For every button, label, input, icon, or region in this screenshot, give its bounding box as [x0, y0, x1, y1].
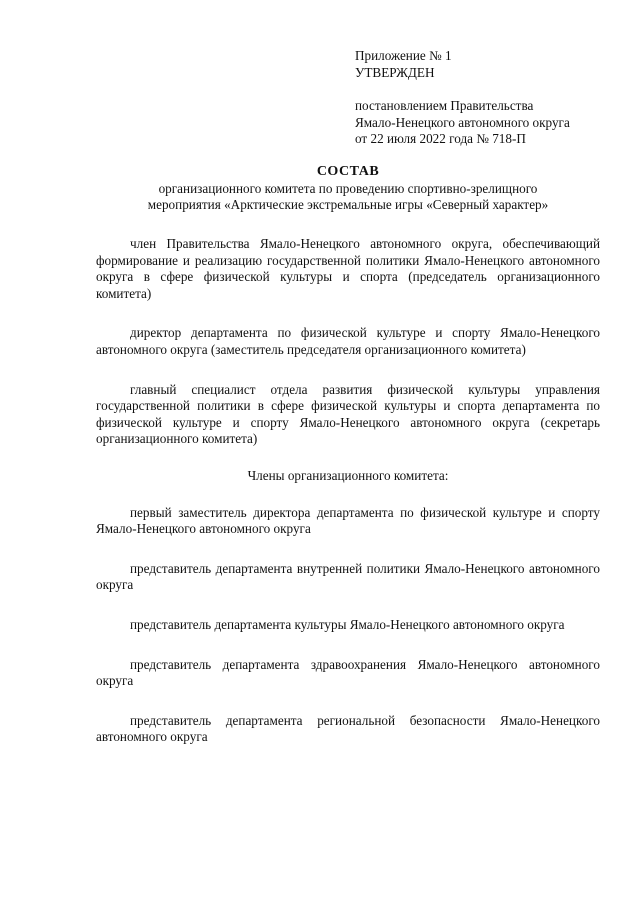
title-subtitle-line1: организационного комитета по проведению спортивно-зрелищного [158, 180, 538, 196]
member-entry: представитель департамента региональной безопасности Ямало-Ненецкого автономного округа [96, 712, 600, 745]
member-entry: представитель департамента внутренней политики Ямало-Ненецкого автономного округа [96, 560, 600, 593]
appendix-number: Приложение № 1 [355, 48, 452, 63]
resolution-label: постановлением Правительства [355, 98, 534, 114]
member-entry: представитель департамента культуры Ямало-Ненецкого автономного округа [130, 616, 565, 632]
approval-block [355, 48, 625, 148]
committee-composition [96, 236, 600, 746]
approved-label: УТВЕРЖДЕН [355, 64, 435, 80]
member-entry: первый заместитель директора департамента по физической культуре и спорту Ямало-Ненецкого автономного округа [96, 504, 600, 537]
title-subtitle-line2: мероприятия «Арктические экстремальные игры «Северный характер» [147, 197, 549, 213]
secretary-entry: главный специалист отдела развития физической культуры управления государственной политики в сфере физической культуры и спорта департамента по физической культуре и спорту Ямало-Ненецкого автономного округа (секретарь организационного комитета) [96, 381, 600, 447]
document-title [96, 164, 600, 214]
members-heading: Члены организационного комитета: [247, 467, 449, 483]
resolution-date-number: от 22 июля 2022 года № 718-П [355, 131, 526, 147]
deputy-chairman-entry: директор департамента по физической культуре и спорту Ямало-Ненецкого автономного округа (заместитель председателя организационного комитета) [96, 325, 600, 357]
title-main: СОСТАВ [316, 164, 380, 179]
chairman-entry: член Правительства Ямало-Ненецкого автономного округа, обеспечивающий формирование и реализацию государственной политики Ямало-Ненецкого автономного округа в сфере физической культуры и спорта (председатель организационного комитета) [96, 236, 600, 301]
government-name: Ямало-Ненецкого автономного округа [355, 114, 570, 130]
member-entry: представитель департамента здравоохранения Ямало-Ненецкого автономного округа [96, 656, 600, 689]
